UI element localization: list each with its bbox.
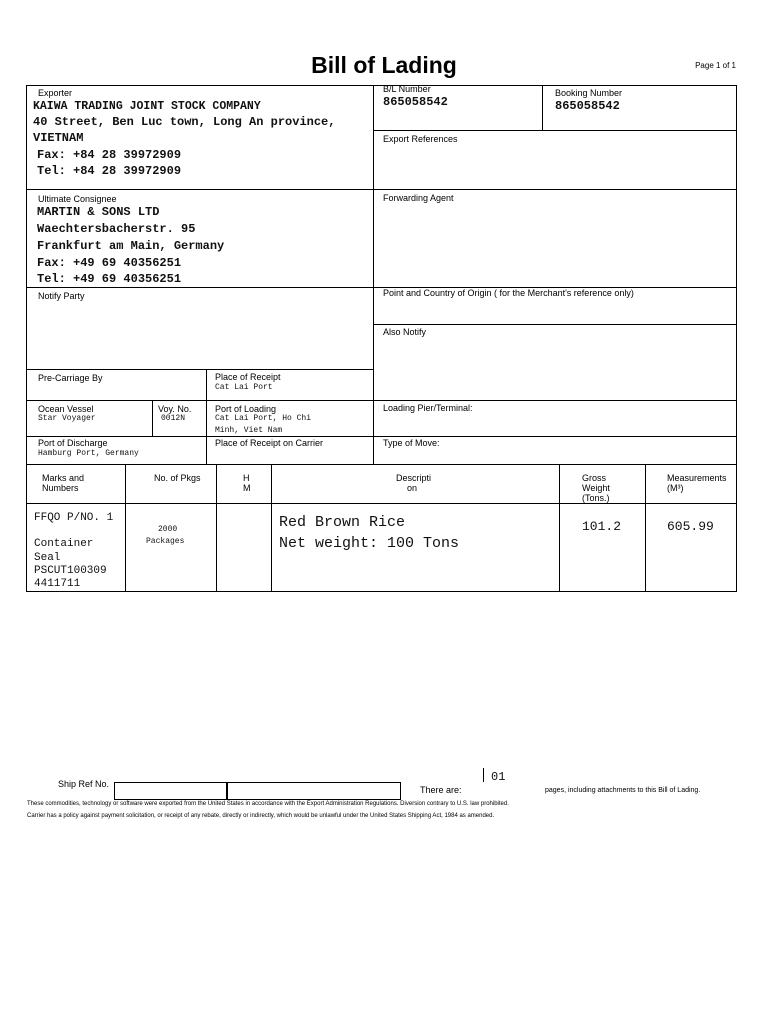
voy-no-label: Voy. No. bbox=[158, 404, 192, 414]
export-references-label: Export References bbox=[383, 134, 458, 144]
voy-no-value: 0012N bbox=[161, 414, 186, 423]
carrier-policy-note: Carrier has a policy against payment solicitation, or receipt of any rebate, directly or indirectly, which would be unlawful under the United States Shipping Act, 1984 as amended. bbox=[27, 813, 495, 819]
export-note: These commodities, technology or software were exported from the United States in accordance with the Export Administration Regulations. Diversion contrary to U.S. law prohibited. bbox=[27, 801, 509, 807]
bl-number-value: 865058542 bbox=[383, 95, 448, 109]
meas-header-1: Measurements bbox=[667, 473, 727, 483]
gross-header-3: (Tons.) bbox=[582, 493, 610, 503]
measurements-value: 605.99 bbox=[667, 519, 714, 534]
forwarding-agent-label: Forwarding Agent bbox=[383, 193, 454, 203]
page-indicator: Page 1 of 1 bbox=[695, 61, 736, 70]
port-of-discharge-value: Hamburg Port, Germany bbox=[38, 449, 139, 458]
booking-number-label: Booking Number bbox=[555, 88, 623, 98]
marks-line-1: FFQO P/NO. 1 bbox=[34, 512, 114, 524]
marks-line-5: PSCUT100309 bbox=[34, 565, 107, 577]
type-of-move-label: Type of Move: bbox=[383, 438, 440, 448]
exporter-address-line2: VIETNAM bbox=[33, 131, 84, 145]
port-of-discharge-label: Port of Discharge bbox=[38, 438, 108, 448]
there-are-label: There are: bbox=[420, 785, 462, 795]
desc-header-2: on bbox=[407, 483, 418, 493]
point-of-origin-label: Point and Country of Origin ( for the Merchant's reference only) bbox=[383, 288, 634, 298]
bl-number-label: B/L Number bbox=[383, 84, 431, 94]
place-of-receipt-label: Place of Receipt bbox=[215, 372, 281, 382]
marks-line-4: Seal bbox=[34, 552, 61, 564]
ship-ref-field-1[interactable] bbox=[114, 782, 228, 800]
pkgs-unit: Packages bbox=[146, 537, 185, 546]
notify-party-label: Notify Party bbox=[38, 291, 85, 301]
exporter-address-line1: 40 Street, Ben Luc town, Long An province, bbox=[33, 115, 336, 129]
document-title: Bill of Lading bbox=[311, 52, 457, 78]
loading-pier-label: Loading Pier/Terminal: bbox=[383, 403, 473, 413]
port-of-loading-label: Port of Loading bbox=[215, 404, 277, 414]
consignee-fax: Fax: +49 69 40356251 bbox=[37, 256, 182, 270]
consignee-label: Ultimate Consignee bbox=[38, 194, 117, 204]
marks-header-1: Marks and bbox=[42, 473, 85, 483]
consignee-name: MARTIN & SONS LTD bbox=[37, 205, 160, 219]
marks-header-2: Numbers bbox=[42, 483, 79, 493]
ship-ref-label: Ship Ref No. bbox=[58, 779, 110, 789]
description-line-1: Red Brown Rice bbox=[279, 514, 406, 531]
pre-carriage-label: Pre-Carriage By bbox=[38, 373, 103, 383]
exporter-name: KAIWA TRADING JOINT STOCK COMPANY bbox=[33, 100, 261, 113]
desc-header-1: Descripti bbox=[396, 473, 432, 483]
pkgs-count: 2000 bbox=[158, 525, 178, 534]
meas-header-2: (M³) bbox=[667, 483, 684, 493]
marks-line-6: 4411711 bbox=[34, 578, 81, 590]
gross-header-1: Gross bbox=[582, 473, 607, 483]
also-notify-label: Also Notify bbox=[383, 327, 427, 337]
booking-number-value: 865058542 bbox=[555, 99, 620, 113]
place-of-receipt-carrier-label: Place of Receipt on Carrier bbox=[215, 438, 324, 448]
port-of-loading-value-2: Minh, Viet Nam bbox=[215, 426, 283, 435]
place-of-receipt-value: Cat Lai Port bbox=[215, 383, 273, 392]
exporter-label: Exporter bbox=[38, 88, 73, 98]
ship-ref-field-2[interactable] bbox=[226, 782, 401, 800]
pages-text: pages, including attachments to this Bill of Lading. bbox=[545, 787, 701, 794]
exporter-tel: Tel: +84 28 39972909 bbox=[37, 164, 182, 178]
ocean-vessel-value: Star Voyager bbox=[38, 414, 96, 423]
gross-header-2: Weight bbox=[582, 483, 610, 493]
pages-field-marker bbox=[483, 768, 484, 782]
gross-weight-value: 101.2 bbox=[582, 519, 622, 534]
port-of-loading-value-1: Cat Lai Port, Ho Chi bbox=[215, 414, 312, 423]
hm-header-1: H bbox=[243, 473, 250, 483]
exporter-fax: Fax: +84 28 39972909 bbox=[37, 148, 182, 162]
pkgs-header: No. of Pkgs bbox=[154, 473, 201, 483]
marks-line-3: Container bbox=[34, 538, 94, 550]
consignee-city: Frankfurt am Main, Germany bbox=[37, 239, 225, 253]
description-line-2: Net weight: 100 Tons bbox=[279, 535, 460, 552]
ocean-vessel-label: Ocean Vessel bbox=[38, 404, 94, 414]
pages-count: 01 bbox=[491, 770, 506, 784]
consignee-street: Waechtersbacherstr. 95 bbox=[37, 222, 196, 236]
consignee-tel: Tel: +49 69 40356251 bbox=[37, 272, 182, 286]
hm-header-2: M bbox=[243, 483, 251, 493]
